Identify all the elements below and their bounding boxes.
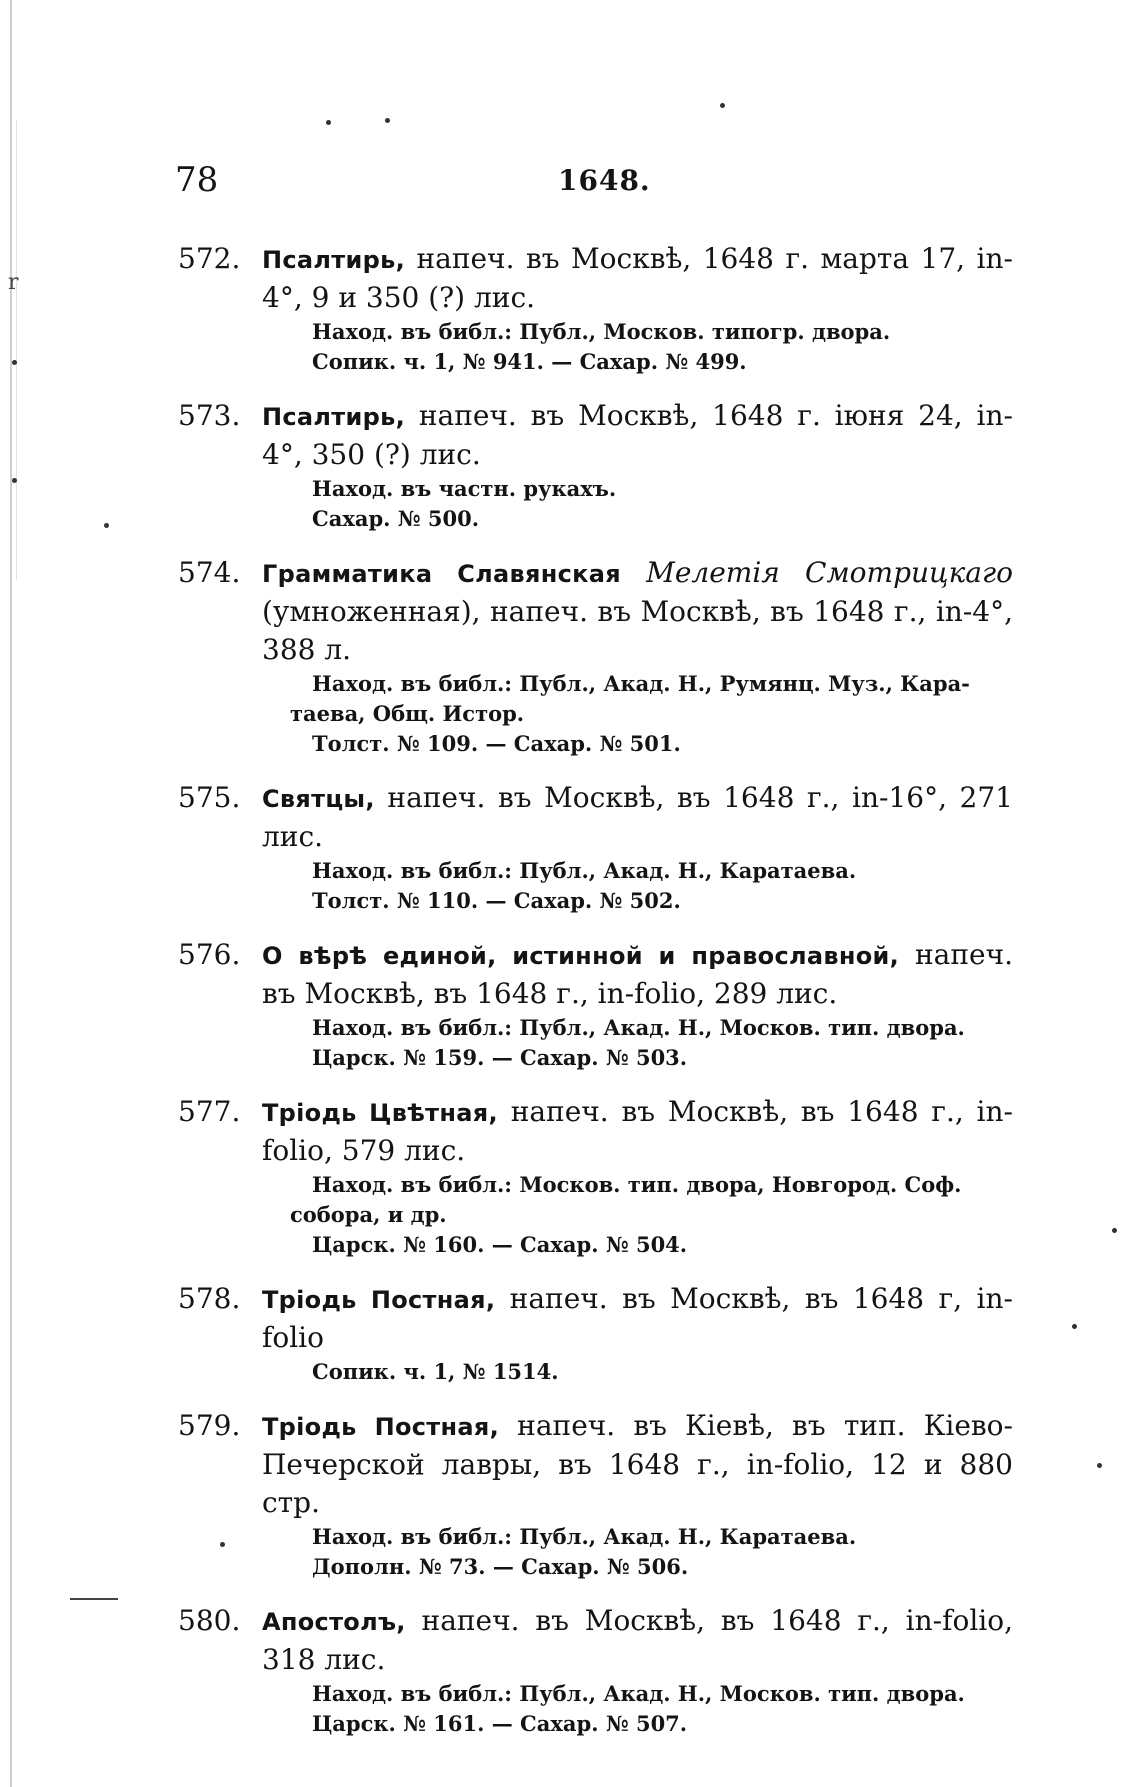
entry-detail-line: Наход. въ библ.: Публ., Акад. Н., Каратаева. bbox=[312, 1524, 857, 1549]
entry-main bbox=[262, 1602, 1013, 1679]
entry-main bbox=[262, 1407, 1013, 1522]
entry-text: напеч. въ Москвѣ, въ 1648 г., in-folio, 289 лис. bbox=[262, 938, 1013, 1010]
entry-detail-line: Наход. въ библ.: Публ., Акад. Н., Москов. тип. двора. bbox=[312, 1015, 965, 1040]
speck bbox=[326, 120, 331, 125]
entry-572 bbox=[178, 240, 1013, 377]
entry-detail-line: Наход. въ частн. рукахъ. bbox=[312, 476, 617, 501]
entry-title: Тріодь Постная, bbox=[262, 1413, 499, 1441]
entry-detail-line: Царск. № 161. — Сахар. № 507. bbox=[312, 1711, 688, 1736]
entry-text: напеч. въ Москвѣ, въ 1648 г, in-folio bbox=[262, 1282, 1013, 1354]
entry-detail-line: Наход. въ библ.: Публ., Акад. Н., Москов. тип. двора. bbox=[312, 1681, 965, 1706]
entry-number: 573. bbox=[178, 399, 241, 432]
entry-details bbox=[262, 1357, 1013, 1387]
entry-number: 578. bbox=[178, 1282, 241, 1315]
entry-detail-line: Сахар. № 500. bbox=[312, 506, 480, 531]
entry-detail-line: Толст. № 109. — Сахар. № 501. bbox=[312, 731, 681, 756]
entry-576 bbox=[178, 936, 1013, 1073]
entry-detail-line: Наход. въ библ.: Публ., Акад. Н., Румянц. Муз., Кара- bbox=[312, 671, 970, 696]
speck bbox=[12, 360, 17, 365]
entry-details bbox=[262, 1013, 1013, 1073]
entry-main bbox=[262, 779, 1013, 856]
entry-main bbox=[262, 1280, 1013, 1357]
entry-text: напеч. въ Москвѣ, 1648 г. іюня 24, in-4°, 350 (?) лис. bbox=[262, 399, 1013, 471]
entry-details bbox=[262, 317, 1013, 377]
entry-number: 580. bbox=[178, 1604, 241, 1637]
entry-number: 577. bbox=[178, 1095, 241, 1128]
entry-main bbox=[262, 936, 1013, 1013]
entry-main bbox=[262, 1093, 1013, 1170]
entry-number: 575. bbox=[178, 781, 241, 814]
entry-details bbox=[262, 474, 1013, 534]
entry-detail-line: Наход. въ библ.: Публ., Акад. Н., Каратаева. bbox=[312, 858, 857, 883]
entry-details bbox=[262, 856, 1013, 916]
entry-text: напеч. въ Кіевѣ, въ тип. Кіево-Печерской лавры, въ 1648 г., in-folio, 12 и 880 стр. bbox=[262, 1409, 1013, 1519]
entry-details bbox=[262, 669, 1013, 759]
entry-main bbox=[262, 240, 1013, 317]
entry-title: Тріодь Постная, bbox=[262, 1286, 496, 1314]
entry-text: напеч. въ Москвѣ, въ 1648 г., in-folio, 318 лис. bbox=[262, 1604, 1013, 1676]
entry-number: 572. bbox=[178, 242, 241, 275]
page-edge-line-inner bbox=[16, 120, 17, 580]
entries-list bbox=[178, 240, 1013, 1759]
bottom-rule bbox=[70, 1598, 118, 1600]
entry-detail-line: таева, Общ. Истор. bbox=[290, 701, 525, 726]
entry-580 bbox=[178, 1602, 1013, 1739]
entry-detail-line: Наход. въ библ.: Москов. тип. двора, Новгород. Соф. bbox=[312, 1172, 962, 1197]
entry-title: Псалтирь, bbox=[262, 246, 405, 274]
entry-detail-line: Наход. въ библ.: Публ., Москов. типогр. двора. bbox=[312, 319, 891, 344]
entry-title: Псалтирь, bbox=[262, 403, 405, 431]
entry-detail-line: Царск. № 160. — Сахар. № 504. bbox=[312, 1232, 688, 1257]
entry-title: Апостолъ, bbox=[262, 1608, 406, 1636]
entry-text: напеч. въ Москвѣ, 1648 г. марта 17, in-4°, 9 и 350 (?) лис. bbox=[262, 242, 1013, 314]
entry-author: Мелетія Смотрицкаго bbox=[620, 556, 1013, 589]
page-edge-line bbox=[10, 0, 12, 1787]
speck bbox=[1112, 1228, 1117, 1233]
entry-number: 576. bbox=[178, 938, 241, 971]
speck bbox=[12, 478, 17, 483]
entry-title: Святцы, bbox=[262, 785, 375, 813]
entry-details bbox=[262, 1170, 1013, 1260]
entry-number: 574. bbox=[178, 556, 241, 589]
speck bbox=[385, 118, 390, 123]
speck bbox=[720, 103, 725, 108]
entry-text: напеч. въ Москвѣ, въ 1648 г., in-folio, 579 лис. bbox=[262, 1095, 1013, 1167]
entry-text: напеч. въ Москвѣ, въ 1648 г., in-16°, 271 лис. bbox=[262, 781, 1013, 853]
entry-573 bbox=[178, 397, 1013, 534]
entry-detail-line: собора, и др. bbox=[290, 1202, 447, 1227]
entry-detail-line: Царск. № 159. — Сахар. № 503. bbox=[312, 1045, 688, 1070]
entry-577 bbox=[178, 1093, 1013, 1260]
entry-details bbox=[262, 1522, 1013, 1582]
running-head-year: 1648. bbox=[558, 164, 651, 197]
entry-579 bbox=[178, 1407, 1013, 1582]
entry-detail-line: Сопик. ч. 1, № 1514. bbox=[312, 1359, 559, 1384]
entry-main bbox=[262, 397, 1013, 474]
entry-detail-line: Толст. № 110. — Сахар. № 502. bbox=[312, 888, 681, 913]
entry-575 bbox=[178, 779, 1013, 916]
entry-detail-line: Дополн. № 73. — Сахар. № 506. bbox=[312, 1554, 689, 1579]
entry-number: 579. bbox=[178, 1409, 241, 1442]
speck bbox=[1097, 1463, 1102, 1468]
entry-574 bbox=[178, 554, 1013, 759]
entry-details bbox=[262, 1679, 1013, 1739]
speck bbox=[104, 523, 109, 528]
entry-detail-line: Сопик. ч. 1, № 941. — Сахар. № 499. bbox=[312, 349, 747, 374]
entry-main bbox=[262, 554, 1013, 669]
entry-title: О вѣрѣ единой, истинной и православной, bbox=[262, 942, 900, 970]
page-number: 78 bbox=[175, 160, 219, 200]
entry-578 bbox=[178, 1280, 1013, 1387]
speck bbox=[1072, 1324, 1077, 1329]
entry-title: Грамматика Славянская bbox=[262, 560, 621, 588]
margin-mark: r bbox=[8, 270, 19, 295]
entry-title: Тріодь Цвѣтная, bbox=[262, 1099, 498, 1127]
entry-text: (умноженная), напеч. въ Москвѣ, въ 1648 г., in-4°, 388 л. bbox=[262, 595, 1013, 666]
